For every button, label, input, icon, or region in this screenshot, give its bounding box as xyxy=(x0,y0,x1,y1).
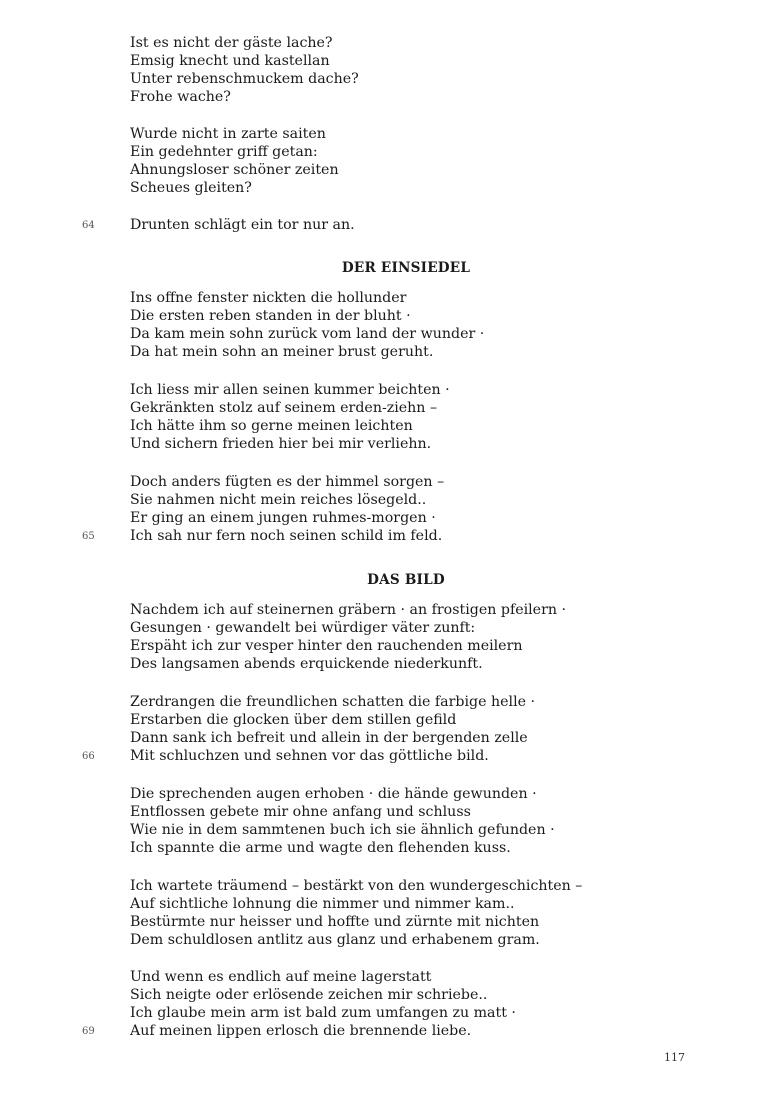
poem-title: DAS BILD xyxy=(367,572,445,588)
poem-title: DER EINSIEDEL xyxy=(341,260,471,276)
verse-line: Auf meinen lippen erlosch die brennende liebe. xyxy=(130,1023,472,1039)
verse-line: Entflossen gebete mir ohne anfang und schluss xyxy=(130,804,471,820)
verse-line: Erstarben die glocken über dem stillen gefild xyxy=(130,712,457,728)
verse-line: Ich spannte die arme und wagte den flehenden kuss. xyxy=(130,840,511,856)
verse-line: Des langsamen abends erquickende niederkunft. xyxy=(130,656,483,672)
verse-line: Sie nahmen nicht mein reiches lösegeld.. xyxy=(130,492,427,508)
verse-line: Emsig knecht und kastellan xyxy=(130,53,330,69)
line-number: 69 xyxy=(82,1026,95,1037)
verse-line: Gesungen · gewandelt bei würdiger väter zunft: xyxy=(130,620,476,636)
verse-line: Da hat mein sohn an meiner brust geruht. xyxy=(130,344,434,360)
line-number: 64 xyxy=(82,220,95,231)
verse-line: Ich liess mir allen seinen kummer beichten · xyxy=(130,382,450,398)
verse-line: Nachdem ich auf steinernen gräbern · an frostigen pfeilern · xyxy=(130,602,567,618)
line-number: 66 xyxy=(82,751,95,762)
verse-line: Bestürmte nur heisser und hoffte und zürnte mit nichten xyxy=(130,914,540,930)
verse-line: Ich hätte ihm so gerne meinen leichten xyxy=(130,418,413,434)
verse-line: Und wenn es endlich auf meine lagerstatt xyxy=(130,969,432,985)
verse-line: Ich wartete träumend – bestärkt von den wundergeschichten – xyxy=(130,878,583,894)
verse-line: Ich sah nur fern noch seinen schild im feld. xyxy=(130,528,443,544)
verse-line: Dem schuldlosen antlitz aus glanz und erhabenem gram. xyxy=(130,932,540,948)
verse-line: Ein gedehnter griff getan: xyxy=(130,144,318,160)
verse-line: Ich glaube mein arm ist bald zum umfangen zu matt · xyxy=(130,1005,516,1021)
verse-line: Ahnungsloser schöner zeiten xyxy=(130,162,339,178)
verse-line: Frohe wache? xyxy=(130,89,231,105)
page-number: 117 xyxy=(664,1051,685,1064)
verse-line: Er ging an einem jungen ruhmes-morgen · xyxy=(130,510,436,526)
verse-line: Auf sichtliche lohnung die nimmer und nimmer kam.. xyxy=(130,896,515,912)
verse-line: Gekränkten stolz auf seinem erden-ziehn – xyxy=(130,400,438,416)
verse-line: Zerdrangen die freundlichen schatten die farbige helle · xyxy=(130,694,536,710)
verse-line: Drunten schlägt ein tor nur an. xyxy=(130,217,355,233)
verse-line: Die sprechenden augen erhoben · die hände gewunden · xyxy=(130,786,537,802)
verse-line: Erspäht ich zur vesper hinter den rauchenden meilern xyxy=(130,638,523,654)
verse-line: Ist es nicht der gäste lache? xyxy=(130,35,333,51)
verse-line: Die ersten reben standen in der bluht · xyxy=(130,308,411,324)
verse-line: Da kam mein sohn zurück vom land der wunder · xyxy=(130,326,485,342)
verse-line: Unter rebenschmuckem dache? xyxy=(130,71,359,87)
verse-line: Mit schluchzen und sehnen vor das göttliche bild. xyxy=(130,748,489,764)
verse-line: Wie nie in dem sammtenen buch ich sie ähnlich gefunden · xyxy=(130,822,555,838)
verse-line: Dann sank ich befreit und allein in der bergenden zelle xyxy=(130,730,528,746)
verse-line: Ins offne fenster nickten die hollunder xyxy=(130,290,407,306)
line-number: 65 xyxy=(82,531,95,542)
verse-line: Doch anders fügten es der himmel sorgen – xyxy=(130,474,445,490)
verse-line: Sich neigte oder erlösende zeichen mir schriebe.. xyxy=(130,987,488,1003)
verse-line: Scheues gleiten? xyxy=(130,180,252,196)
verse-line: Wurde nicht in zarte saiten xyxy=(130,126,326,142)
verse-line: Und sichern frieden hier bei mir verliehn. xyxy=(130,436,432,452)
